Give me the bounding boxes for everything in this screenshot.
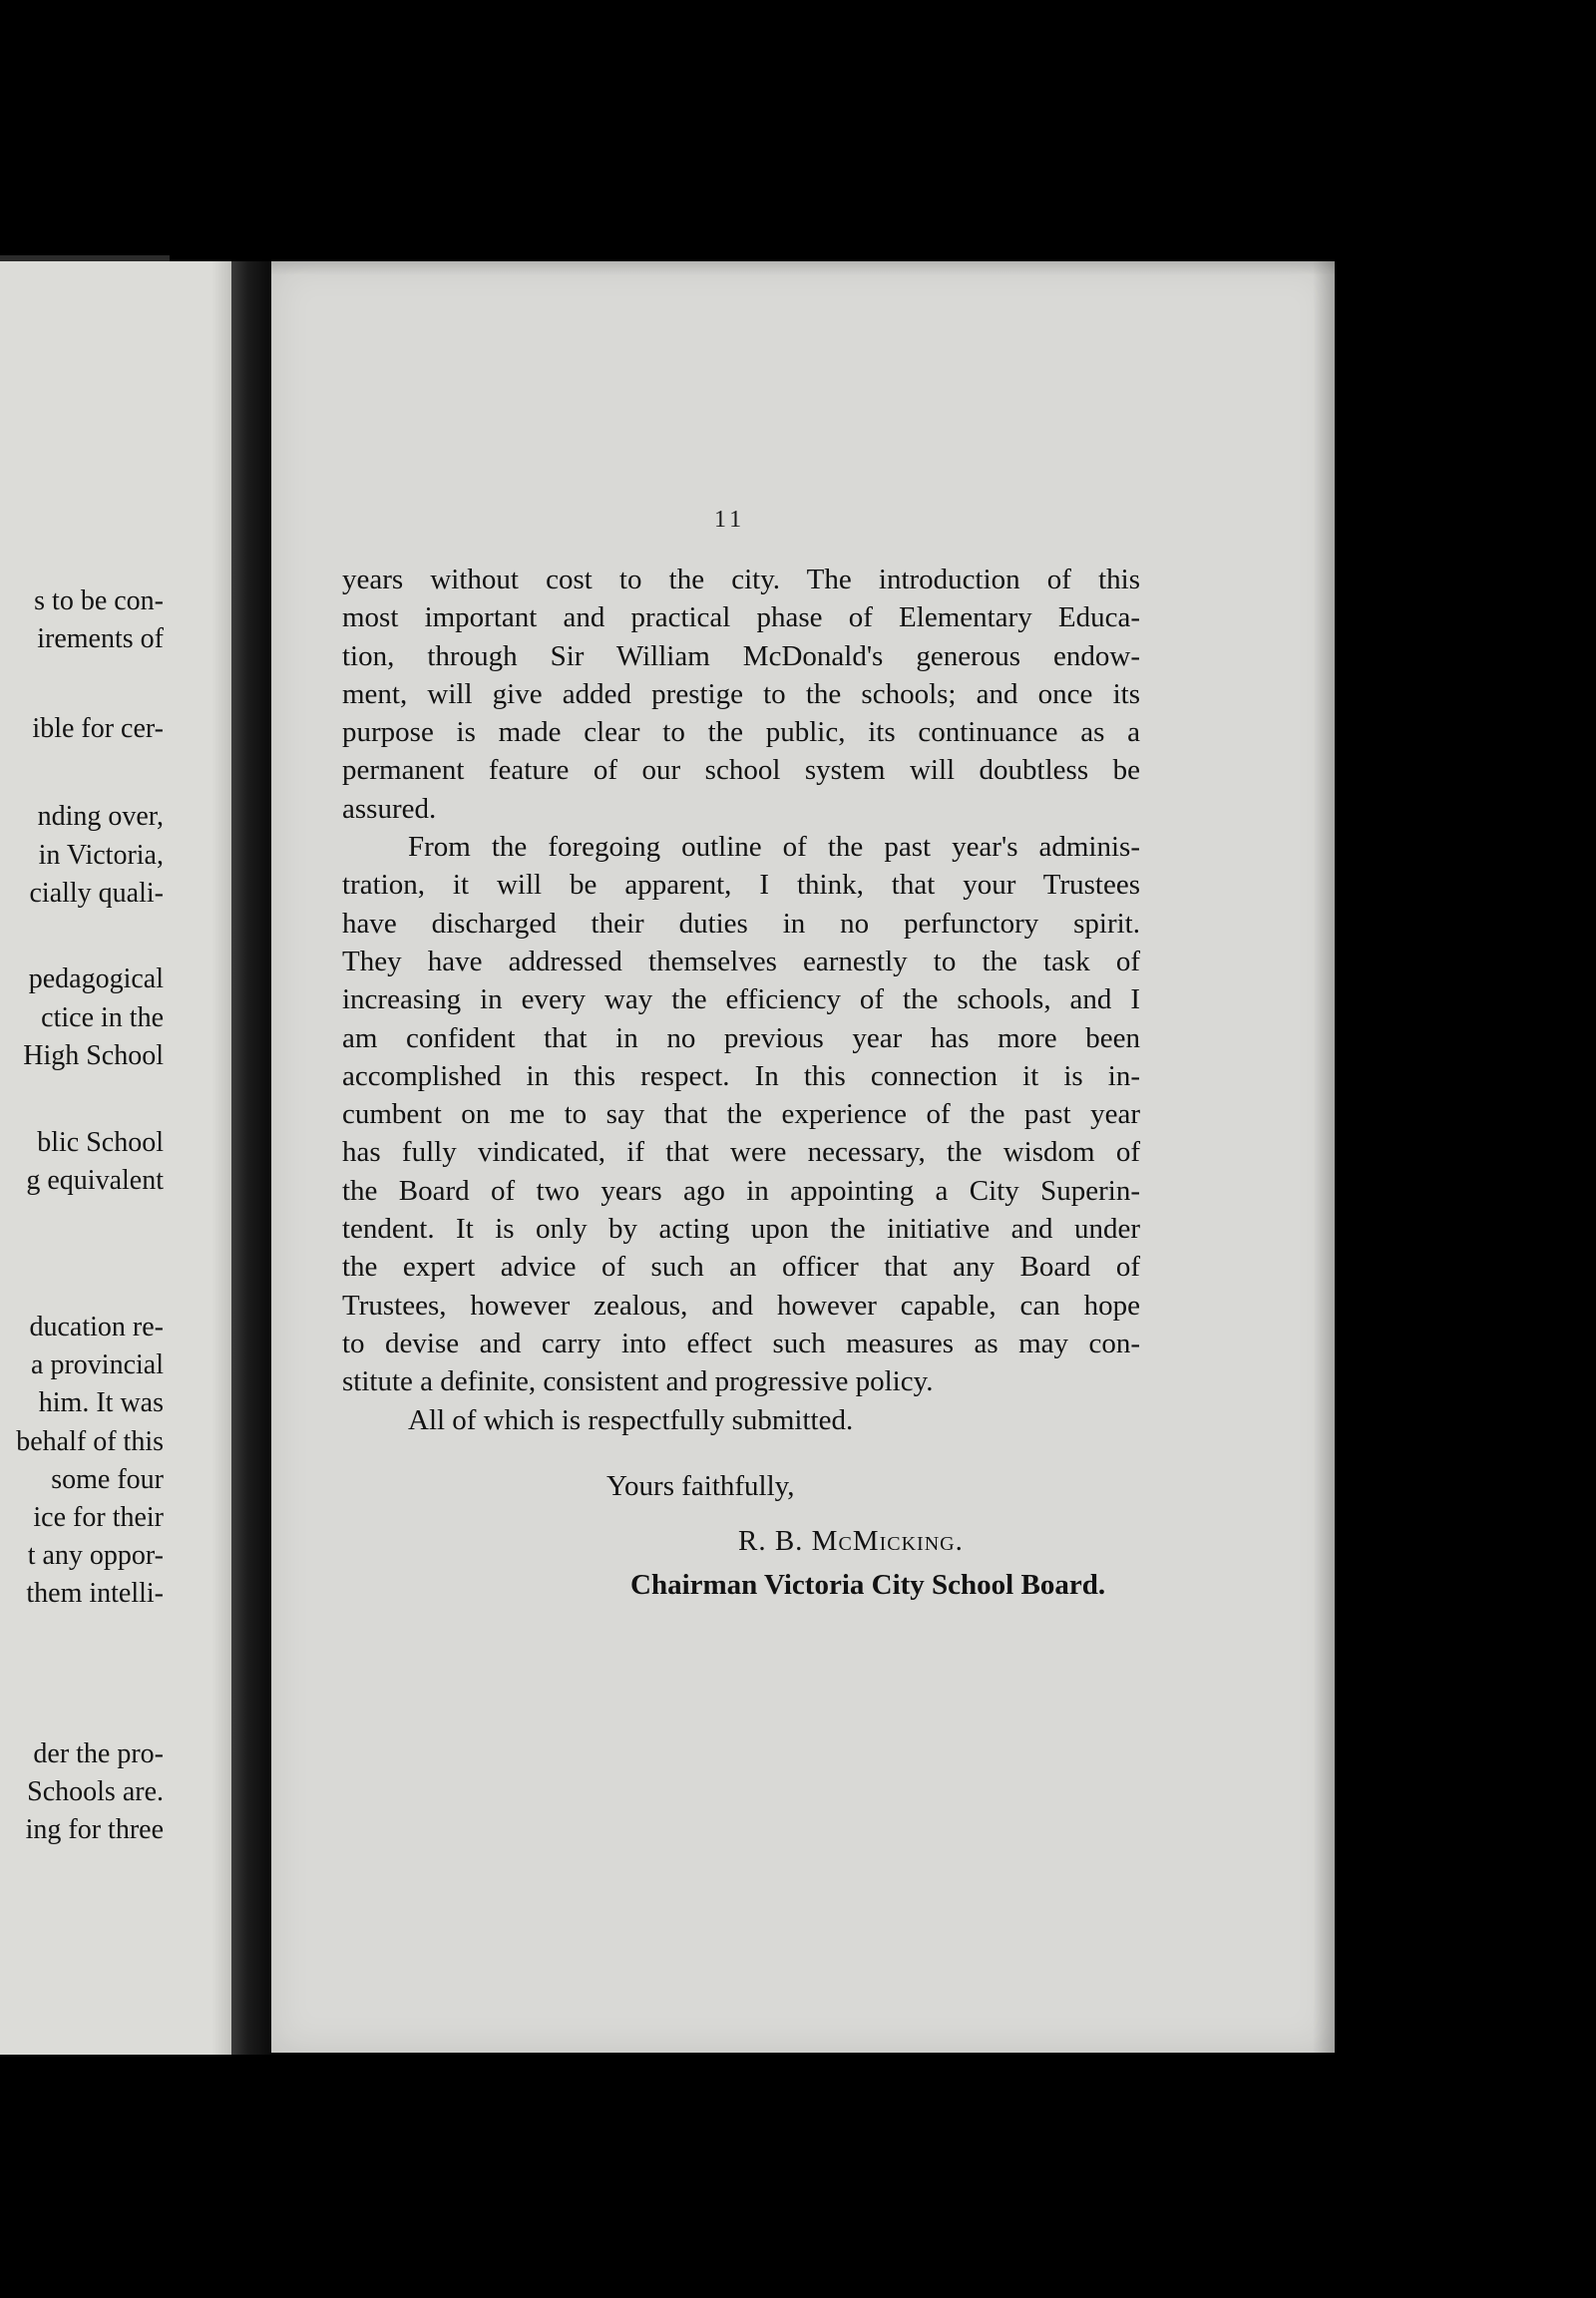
paragraph-1-line: purpose is made clear to the public, its continuance as a <box>342 716 1140 749</box>
book-gutter <box>231 261 271 2055</box>
left-line: behalf of this <box>16 1426 164 1457</box>
paragraph-2-line: increasing in every way the efficiency of the schools, and I <box>342 983 1140 1016</box>
paragraph-2-line: am confident that in no previous year has more been <box>342 1021 1140 1054</box>
right-page-edge-shadow <box>1313 261 1335 2053</box>
left-line: ducation re- <box>29 1312 164 1342</box>
paragraph-1-line: tion, through Sir William McDonald's generous endow- <box>342 639 1140 672</box>
paragraph-2-line: cumbent on me to say that the experience of the past year <box>342 1098 1140 1131</box>
left-line: a provincial <box>31 1349 164 1380</box>
left-page <box>0 261 231 2055</box>
paragraph-1-line: permanent feature of our school system will doubtless be <box>342 754 1140 787</box>
paragraph-2-line: From the foregoing outline of the past year's adminis- <box>408 831 1140 864</box>
paragraph-2-line: to devise and carry into effect such measures as may con- <box>342 1327 1140 1359</box>
left-line: g equivalent <box>26 1165 164 1196</box>
left-line: ing for three <box>25 1814 164 1845</box>
paragraph-2-line: has fully vindicated, if that were necessary, the wisdom of <box>342 1136 1140 1169</box>
paragraph-2-line: They have addressed themselves earnestly to the task of <box>342 945 1140 977</box>
paragraph-2-line: have discharged their duties in no perfunctory spirit. <box>342 907 1140 940</box>
position-title: Chairman Victoria City School Board. <box>630 1569 1106 1601</box>
left-line: in Victoria, <box>38 840 164 871</box>
closing-statement: All of which is respectfully submitted. <box>408 1403 854 1436</box>
paragraph-2-line: tendent. It is only by acting upon the initiative and under <box>342 1213 1140 1246</box>
paragraph-2-line: tration, it will be apparent, I think, that your Trustees <box>342 869 1140 902</box>
left-line: s to be con- <box>34 585 164 616</box>
left-line: pedagogical <box>28 963 164 994</box>
left-line: ice for their <box>33 1502 164 1533</box>
left-line: nding over, <box>37 801 164 832</box>
salutation: Yours faithfully, <box>606 1470 795 1502</box>
left-line: him. It was <box>38 1387 164 1418</box>
letter-body <box>342 561 1140 1439</box>
signature: R. B. McMicking. <box>738 1525 964 1557</box>
left-line: some four <box>51 1464 164 1495</box>
paragraph-1-line: ment, will give added prestige to the schools; and once its <box>342 677 1140 710</box>
left-line: High School <box>23 1040 164 1071</box>
paragraph-1-line: years without cost to the city. The introduction of this <box>342 564 1140 595</box>
left-line: irements of <box>37 623 164 654</box>
page-number: 11 <box>714 507 746 533</box>
left-line: blic School <box>37 1127 164 1158</box>
paragraph-2-line: the expert advice of such an officer that any Board of <box>342 1251 1140 1284</box>
paragraph-2-line: accomplished in this respect. In this connection it is in- <box>342 1059 1140 1092</box>
left-page-shadow <box>211 261 231 2055</box>
left-line: Schools are. <box>27 1776 164 1807</box>
paragraph-1-line: most important and practical phase of Elementary Educa- <box>342 601 1140 634</box>
paragraph-2-line: stitute a definite, consistent and progressive policy. <box>342 1365 934 1398</box>
right-page-top-shadow <box>271 261 1335 275</box>
left-line: them intelli- <box>26 1578 164 1609</box>
left-line: der the pro- <box>33 1738 164 1769</box>
left-line: ctice in the <box>41 1002 164 1033</box>
left-line: t any oppor- <box>27 1540 164 1571</box>
paragraph-2-line: Trustees, however zealous, and however capable, can hope <box>342 1289 1140 1322</box>
paragraph-1-line: assured. <box>342 792 437 825</box>
left-line: cially quali- <box>29 878 164 909</box>
paragraph-2-line: the Board of two years ago in appointing a City Superin- <box>342 1174 1140 1207</box>
left-line: ible for cer- <box>32 713 164 744</box>
